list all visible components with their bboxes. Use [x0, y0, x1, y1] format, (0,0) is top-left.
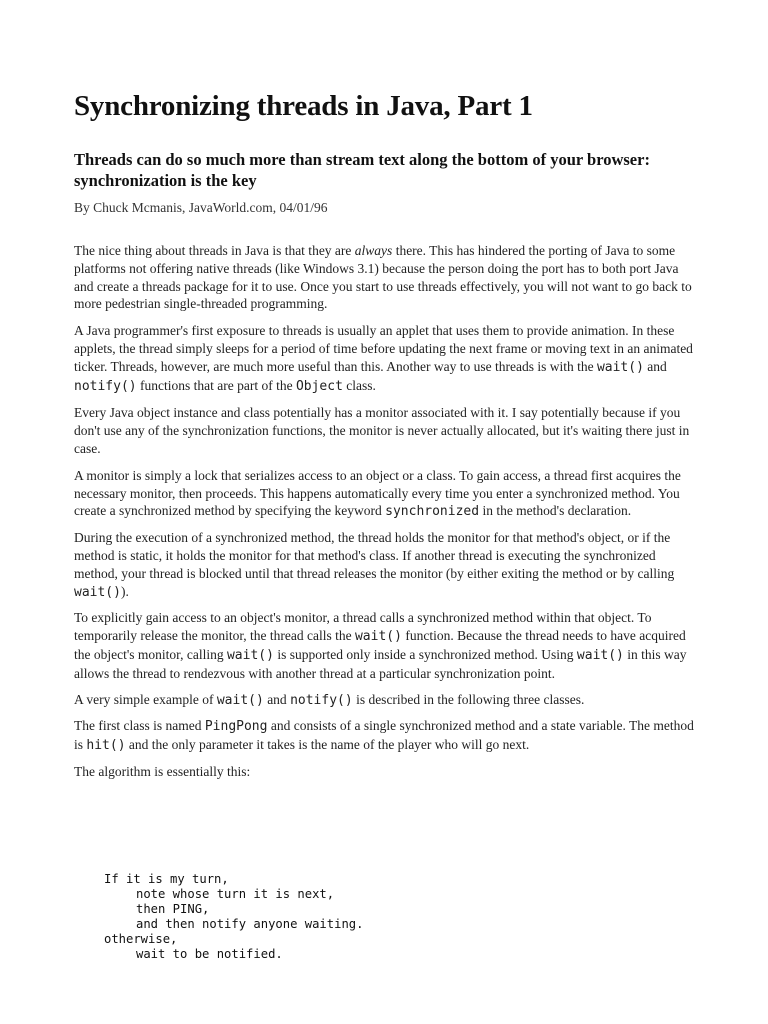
paragraph-text: class. — [342, 377, 376, 393]
paragraph-text: there. This has hindered the porting of Java to some platforms not offering native threads (like Windows 3.1) because the person doing the port has to both port Java and create a threads package for it to use. Once you start to use threads effectively, you will not want to go back to more pedestrian single-threaded programming. — [74, 243, 692, 312]
paragraph-text: The nice thing about threads in Java is that they are — [74, 243, 355, 258]
inline-code: synchronized — [385, 504, 480, 520]
paragraph-2 — [74, 322, 699, 395]
article-body — [74, 242, 699, 789]
paragraph-5 — [74, 529, 699, 601]
paragraph-8 — [74, 717, 699, 755]
code-line: then PING, — [136, 902, 210, 916]
paragraph-text: in the method's declaration. — [479, 503, 632, 519]
paragraph-text: and consists of a single synchronized method and a state variable. The method is — [74, 718, 694, 753]
inline-code: hit() — [86, 738, 126, 754]
inline-code: wait() — [596, 359, 644, 375]
code-line: If it is my turn, — [104, 872, 229, 886]
inline-code: PingPong — [204, 719, 268, 735]
code-line: and then notify anyone waiting. — [136, 917, 364, 931]
code-line: otherwise, — [104, 932, 178, 946]
paragraph-text: A Java programmer's first exposure to threads is usually an applet that uses them to provide animation. In these applets, the thread simply sleeps for a period of time before updating the next frame or moving text in an animated ticker. Threads, however, are much more useful than this. Another way to use threads is with the — [74, 323, 693, 374]
article-subtitle: Threads can do so much more than stream text along the bottom of your browser: synchronization is the key — [74, 150, 650, 190]
inline-code: wait() — [216, 692, 264, 708]
paragraph-4 — [74, 467, 699, 521]
paragraph-text: function. Because the thread needs to have acquired the object's monitor, calling — [74, 628, 686, 662]
paragraph-text: A monitor is simply a lock that serializes access to an object or a class. To gain access, a thread first acquires the necessary monitor, then proceeds. This happens automatically every time you enter a synchronized method. You create a synchronized method by specifying the keyword — [74, 467, 681, 519]
code-line: note whose turn it is next, — [136, 887, 335, 901]
paragraph-text: in this way allows the thread to rendezvous with another thread at a particular synchronization point. — [74, 646, 687, 681]
paragraph-text: and the only parameter it takes is the name of the player who will go next. — [125, 737, 530, 753]
inline-code: notify() — [74, 378, 137, 394]
inline-code: wait() — [226, 647, 274, 663]
paragraph-6 — [74, 609, 699, 682]
paragraph-1 — [74, 242, 699, 313]
paragraph-text: and — [643, 358, 667, 374]
paragraph-text: A very simple example of — [74, 691, 217, 707]
code-block — [104, 872, 363, 962]
paragraph-text: During the execution of a synchronized method, the thread holds the monitor for that method's object, or if the method is static, it holds the monitor for that method's class. If another thread is executing the synchronized method, your thread is blocked until that thread releases the monitor (by either exiting the method or by calling — [74, 530, 675, 581]
article-title: Synchronizing threads in Java, Part 1 — [74, 90, 533, 122]
paragraph-text: is described in the following three classes. — [352, 691, 585, 707]
paragraph-text: The first class is named — [74, 718, 205, 734]
paragraph-7 — [74, 691, 699, 710]
article-byline: By Chuck Mcmanis, JavaWorld.com, 04/01/96 — [74, 200, 328, 215]
inline-code: wait() — [354, 629, 402, 645]
paragraph-text: ). — [120, 583, 129, 599]
inline-code: wait() — [74, 584, 121, 600]
paragraph-9: The algorithm is essentially this: — [74, 763, 251, 779]
inline-code: notify() — [290, 692, 353, 708]
paragraph-text: is supported only inside a synchronized method. Using — [273, 646, 577, 662]
inline-code: wait() — [576, 647, 624, 663]
paragraph-3: Every Java object instance and class potentially has a monitor associated with it. I say potentially because if you don't use any of the synchronization functions, the monitor is never actually allocated, but it's waiting there just in case. — [74, 405, 690, 456]
inline-code: Object — [295, 378, 343, 394]
paragraph-text: and — [263, 691, 291, 707]
code-line: wait to be notified. — [136, 947, 283, 961]
paragraph-text: functions that are part of the — [136, 377, 296, 393]
paragraph-text: To explicitly gain access to an object's monitor, a thread calls a synchronized method within that object. To temporarily release the monitor, the thread calls the — [74, 610, 652, 644]
emphasis-text: always — [354, 243, 393, 258]
